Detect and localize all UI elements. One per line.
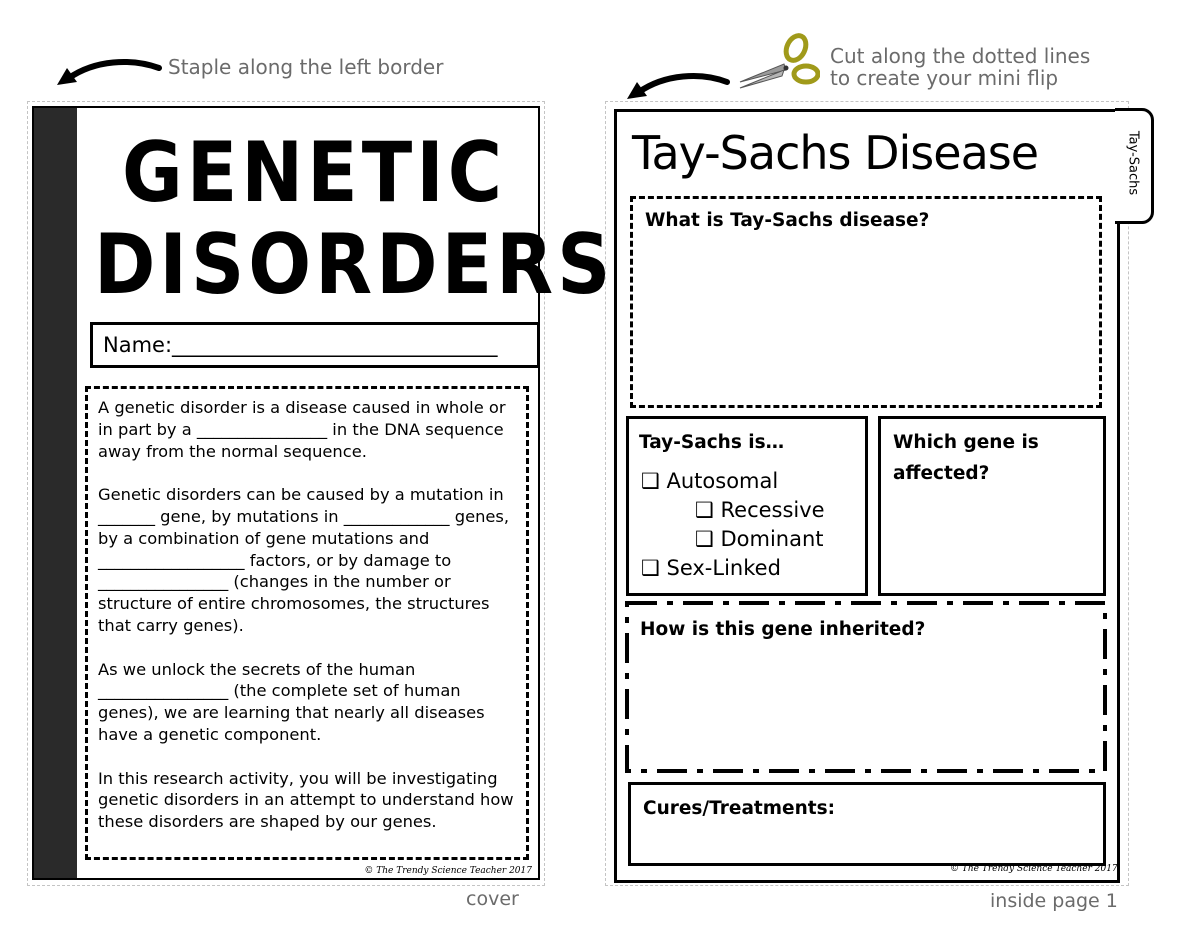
option-sex-linked[interactable]: ❑ Sex-Linked xyxy=(641,556,781,580)
option-recessive[interactable]: ❑ Recessive xyxy=(695,498,825,522)
cover-copyright: © The Trendy Science Teacher 2017 xyxy=(364,866,532,876)
page-title: Tay-Sachs Disease xyxy=(632,126,1039,180)
inherited-question: How is this gene inherited? xyxy=(640,619,926,640)
what-is-box xyxy=(630,196,1102,408)
tay-sachs-is-box xyxy=(626,416,868,596)
staple-instruction: Staple along the left border xyxy=(168,55,444,79)
cut-instruction xyxy=(830,45,1090,89)
gene-affected-line-2: affected? xyxy=(893,463,990,484)
scissors-icon xyxy=(736,30,820,94)
what-is-question: What is Tay-Sachs disease? xyxy=(645,210,930,231)
gene-affected-box xyxy=(878,416,1106,596)
cures-box xyxy=(628,782,1106,866)
cover-title-line-1: GENETIC xyxy=(121,124,507,222)
intro-paragraph: As we unlock the secrets of the human ________________ (the complete set of human genes), we are learning that nearly all diseases have a genetic component. xyxy=(98,659,485,744)
tay-sachs-is-label: Tay-Sachs is… xyxy=(639,432,785,453)
curved-arrow-icon xyxy=(55,52,165,88)
cures-label: Cures/Treatments: xyxy=(643,798,836,819)
curved-arrow-icon xyxy=(625,68,733,102)
intro-text-box xyxy=(85,386,529,860)
inside-copyright: © The Trendy Science Teacher 2017 xyxy=(950,864,1118,874)
cover-title-line-2: DISORDERS xyxy=(94,216,615,314)
cover-caption: cover xyxy=(466,888,519,910)
intro-paragraph: A genetic disorder is a disease caused in whole or in part by a ________________ in the DNA sequence away from the normal sequence. xyxy=(98,398,506,461)
intro-paragraph: Genetic disorders can be caused by a mutation in _______ gene, by mutations in _____________ genes, by a combination of gene mutations and __________________ factors, or by damage to ________________ (changes in the number or structure of entire chromosomes, the structures that carry genes). xyxy=(98,485,510,635)
cut-instruction-line-1: Cut along the dotted lines xyxy=(830,44,1091,68)
inside-caption: inside page 1 xyxy=(990,890,1118,912)
cut-instruction-line-2: to create your mini flip xyxy=(830,66,1059,90)
gene-affected-question xyxy=(893,427,1039,489)
intro-text xyxy=(98,397,522,833)
gene-affected-line-1: Which gene is xyxy=(893,432,1039,453)
flip-tab-label: Tay-Sachs xyxy=(1125,130,1141,196)
cover-page xyxy=(32,106,615,880)
binding-spine xyxy=(34,108,77,878)
option-dominant[interactable]: ❑ Dominant xyxy=(695,527,824,551)
option-autosomal[interactable]: ❑ Autosomal xyxy=(641,469,779,493)
intro-paragraph: In this research activity, you will be investigating genetic disorders in an attempt to understand how these disorders are shaped by our genes. xyxy=(98,768,514,832)
name-field: Name:_______________________________ xyxy=(90,322,540,368)
